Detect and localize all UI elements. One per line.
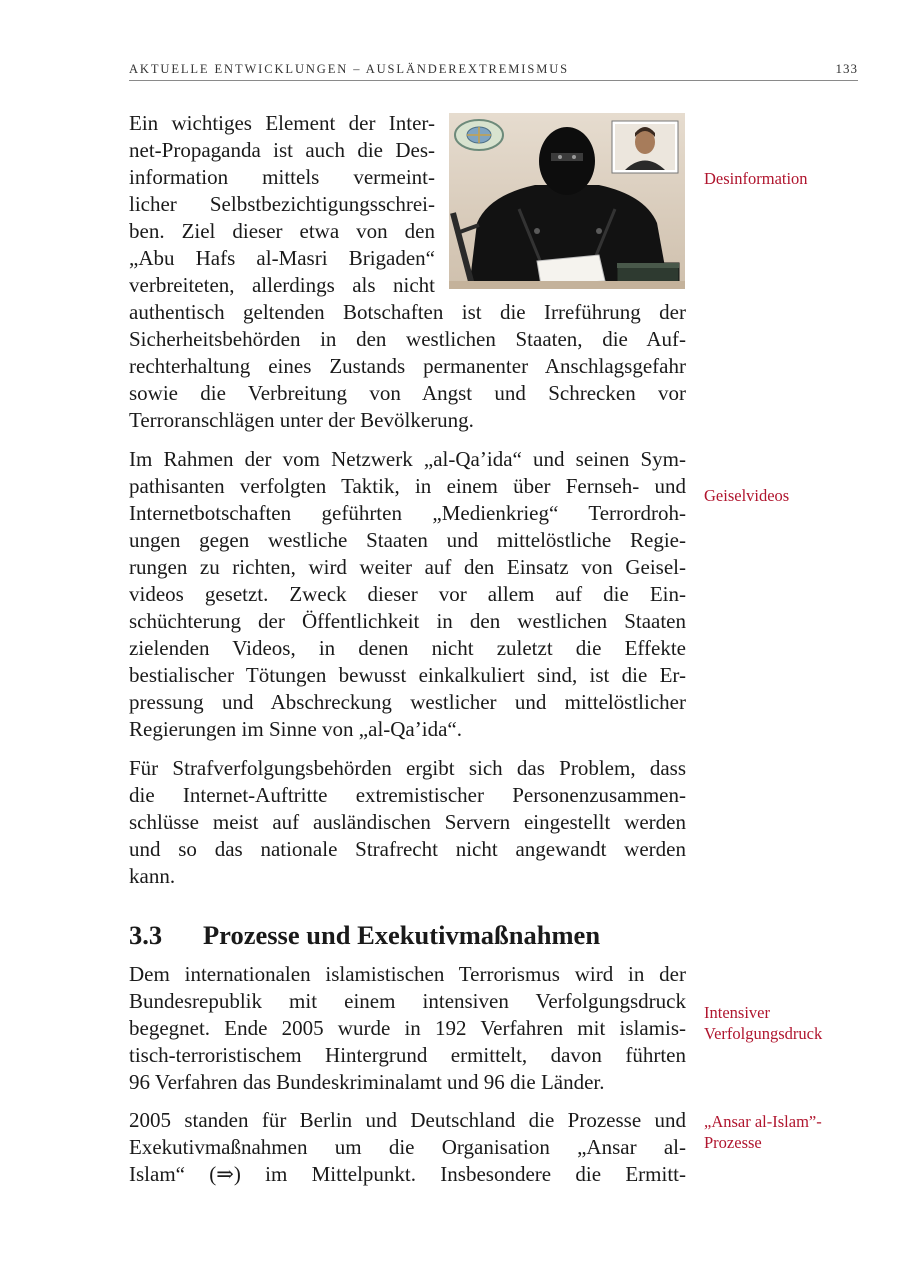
paragraph-ansar-al-islam [129, 1107, 686, 1188]
text-line: bestialischer Tötungen bewusst einkalkuliert sind, ist die Er- [129, 663, 686, 687]
text-line: begegnet. Ende 2005 wurde in 192 Verfahren mit islamis- [129, 1016, 686, 1040]
paragraph-verfolgungsdruck [129, 961, 686, 1096]
text-line: Internetbotschaften geführten „Medienkrieg“ Terrordroh- [129, 501, 686, 525]
text-line: 96 Verfahren das Bundeskriminalamt und 96 die Länder. [129, 1070, 605, 1094]
sidenote-line: Intensiver [704, 1003, 770, 1022]
section-number: 3.3 [129, 920, 163, 950]
sidenote-geiselvideos: Geiselvideos [704, 486, 790, 505]
text-line: kann. [129, 864, 176, 888]
section-title: Prozesse und Exekutivmaßnahmen [203, 920, 601, 950]
text-line: Bundesrepublik mit einem intensiven Verfolgungsdruck [129, 989, 686, 1013]
text-line: Sicherheitsbehörden in den westlichen Staaten, die Auf- [129, 327, 686, 351]
text-line: rungen zu richten, wird weiter auf den Einsatz von Geisel- [129, 555, 686, 579]
text-line: ungen gegen westliche Staaten und mittelöstliche Regie- [129, 528, 686, 552]
text-line: 2005 standen für Berlin und Deutschland die Prozesse und [129, 1108, 686, 1132]
sidenote-line: Prozesse [704, 1133, 762, 1152]
sidenote-desinformation: Desinformation [704, 169, 808, 188]
text-line: „Abu Hafs al-Masri Brigaden“ [129, 246, 435, 270]
sidenote-verfolgungsdruck [704, 1002, 822, 1044]
sidenote-line: „Ansar al-Islam”- [704, 1112, 822, 1131]
text-line: Für Strafverfolgungsbehörden ergibt sich das Problem, dass [129, 756, 686, 780]
text-line: pathisanten verfolgten Taktik, in einem über Fernseh- und [129, 474, 686, 498]
sidenote-ansar-prozesse [704, 1111, 822, 1153]
text-line: schüchterung der Öffentlichkeit in den westlichen Staaten [129, 609, 686, 633]
running-header [129, 62, 858, 81]
text-line: Islam“ (⇒) im Mittelpunkt. Insbesondere die Ermitt- [129, 1162, 686, 1186]
text-line: und so das nationale Strafrecht nicht angewandt werden [129, 837, 686, 861]
text-line: ben. Ziel dieser etwa von den [129, 219, 435, 243]
text-line: net-Propaganda ist auch die Des- [129, 138, 435, 162]
page-number: 133 [835, 61, 858, 76]
text-line: Dem internationalen islamistischen Terrorismus wird in der [129, 962, 686, 986]
text-line: licher Selbstbezichtigungsschrei- [129, 192, 435, 216]
text-line: Regierungen im Sinne von „al-Qa’ida“. [129, 717, 462, 741]
text-line: information mittels vermeint- [129, 165, 435, 189]
text-line: schlüsse meist auf ausländischen Servern eingestellt werden [129, 810, 686, 834]
paragraph-strafverfolgung [129, 755, 686, 890]
text-line: die Internet-Auftritte extremistischer Personenzusammen- [129, 783, 686, 807]
text-line: authentisch geltenden Botschaften ist die Irreführung der [129, 300, 686, 324]
text-line: zielenden Videos, in denen nicht zuletzt die Effekte [129, 636, 686, 660]
text-line: sowie die Verbreitung von Angst und Schrecken vor [129, 381, 686, 405]
paragraph-internet-propaganda [129, 110, 686, 434]
text-line: Ein wichtiges Element der Inter- [129, 111, 435, 135]
text-line: Im Rahmen der vom Netzwerk „al-Qa’ida“ und seinen Sym- [129, 447, 686, 471]
text-line: verbreiteten, allerdings als nicht [129, 273, 435, 297]
paragraph-geiselvideos [129, 446, 686, 743]
text-line: Exekutivmaßnahmen um die Organisation „Ansar al- [129, 1135, 686, 1159]
text-line: rechterhaltung eines Zustands permanenter Anschlagsgefahr [129, 354, 686, 378]
text-line: tisch-terroristischem Hintergrund ermittelt, davon führten [129, 1043, 686, 1067]
section-heading [129, 918, 600, 952]
text-line: videos gesetzt. Zweck dieser vor allem auf die Ein- [129, 582, 686, 606]
sidenote-line: Verfolgungsdruck [704, 1024, 823, 1043]
running-title: AKTUELLE ENTWICKLUNGEN – AUSLÄNDEREXTREMISMUS [129, 62, 569, 76]
text-line: pressung und Abschreckung westlicher und mittelöstlicher [129, 690, 686, 714]
text-line: Terroranschlägen unter der Bevölkerung. [129, 408, 474, 432]
